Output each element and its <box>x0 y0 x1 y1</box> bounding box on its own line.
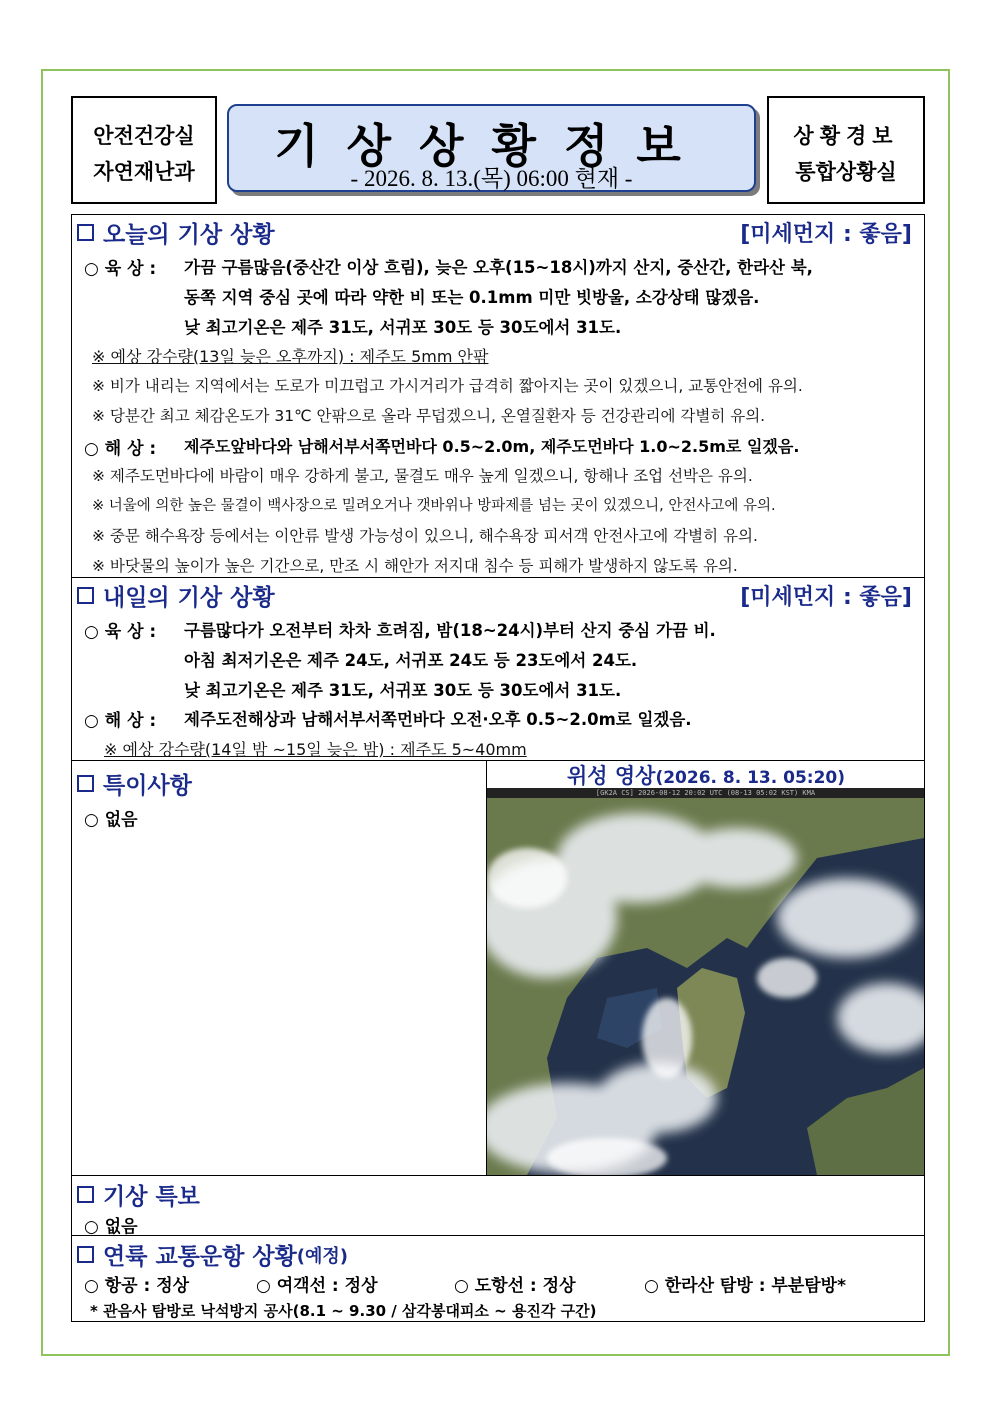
today-sea-note3: ※ 중문 해수욕장 등에서는 이안류 발생 가능성이 있으니, 해수욕장 피서객 안전사고에 각별히 유의. <box>92 527 758 545</box>
today-land-line2: 동쪽 지역 중심 곳에 따라 약한 비 또는 0.1mm 미만 빗방울, 소강상태 많겠음. <box>184 288 760 307</box>
today-sea-note1: ※ 제주도먼바다에 바람이 매우 강하게 불고, 물결도 매우 높게 일겠으니, 항해나 조업 선박은 유의. <box>92 467 753 485</box>
today-land-note2: ※ 당분간 최고 체감온도가 31℃ 안팎으로 올라 무덥겠으니, 온열질환자 등 건강관리에 각별히 유의. <box>92 407 766 425</box>
tomorrow-rain-note: ※ 예상 강수량(14일 밤 ~15일 늦은 밤) : 제주도 5~40mm <box>104 740 527 759</box>
today-rain-note: ※ 예상 강수량(13일 늦은 오후까지) : 제주도 5mm 안팎 <box>92 347 489 366</box>
office-line1: 상황경보 <box>793 124 899 148</box>
today-land-note1: ※ 비가 내리는 지역에서는 도로가 미끄럽고 가시거리가 급격히 짧아지는 곳이 있겠으니, 교통안전에 유의. <box>92 377 803 395</box>
divider-tomorrow <box>71 577 925 578</box>
transport-air: ○ 항공 : 정상 <box>84 1276 190 1296</box>
checkbox-icon <box>77 1186 94 1203</box>
special-item: ○ 없음 <box>84 810 138 830</box>
department-line1: 안전건강실 <box>93 124 195 148</box>
today-land-line1: 가끔 구름많음(중산간 이상 흐림), 늦은 오후(15~18시)까지 산지, 중산간, 한라산 북, <box>184 258 813 277</box>
satellite-title <box>487 760 925 790</box>
special-title-text: 특이사항 <box>103 773 192 799</box>
transport-hallasan: ○ 한라산 탐방 : 부분탐방* <box>644 1276 846 1296</box>
satellite-image <box>487 788 924 1175</box>
department-line2: 자연재난과 <box>93 160 195 184</box>
warning-section-title <box>77 1178 200 1211</box>
today-title-text: 오늘의 기상 상황 <box>103 222 275 248</box>
transport-title-text: 연륙 교통운항 상황 <box>103 1244 297 1270</box>
divider-transport <box>71 1235 925 1236</box>
checkbox-icon <box>77 775 94 792</box>
satellite-banner: [GK2A CS] 2026-08-12 20:02 UTC (08-13 05:02 KST) KMA <box>487 788 924 798</box>
office-box <box>767 96 925 204</box>
checkbox-icon <box>77 1246 94 1263</box>
today-sea-line: 제주도앞바다와 남해서부서쪽먼바다 0.5~2.0m, 제주도먼바다 1.0~2.5m로 일겠음. <box>184 437 800 456</box>
transport-section-title <box>77 1238 348 1271</box>
warning-title-text: 기상 특보 <box>103 1184 200 1210</box>
satellite-map-graphic <box>487 798 924 1175</box>
today-land-line3: 낮 최고기온은 제주 31도, 서귀포 30도 등 30도에서 31도. <box>184 318 622 337</box>
transport-footnote: * 관음사 탐방로 낙석방지 공사(8.1 ~ 9.30 / 삼각봉대피소 ~ 용진각 구간) <box>90 1302 597 1320</box>
tomorrow-dust-status: [미세먼지 : 좋음] <box>740 585 912 610</box>
today-section-title <box>77 216 275 249</box>
today-land-label: ○ 육 상 : <box>84 259 157 279</box>
divider-warning <box>71 1175 925 1176</box>
checkbox-icon <box>77 587 94 604</box>
today-dust-status: [미세먼지 : 좋음] <box>740 222 912 247</box>
today-sea-label: ○ 해 상 : <box>84 439 157 459</box>
checkbox-icon <box>77 224 94 241</box>
tomorrow-sea-label: ○ 해 상 : <box>84 711 157 731</box>
tomorrow-land-label: ○ 육 상 : <box>84 622 157 642</box>
transport-island-ferry: ○ 도항선 : 정상 <box>454 1276 576 1296</box>
document-date: - 2026. 8. 13.(목) 06:00 현재 - <box>350 166 633 191</box>
tomorrow-sea-line: 제주도전해상과 남해서부서쪽먼바다 오전·오후 0.5~2.0m로 일겠음. <box>184 710 692 729</box>
transport-title-suffix: (예정) <box>296 1245 348 1267</box>
tomorrow-land-line3: 낮 최고기온은 제주 31도, 서귀포 30도 등 30도에서 31도. <box>184 681 622 700</box>
tomorrow-land-line1: 구름많다가 오전부터 차차 흐려짐, 밤(18~24시)부터 산지 중심 가끔 비. <box>184 621 716 640</box>
department-box <box>71 96 217 204</box>
today-sea-note2: ※ 너울에 의한 높은 물결이 백사장으로 밀려오거나 갯바위나 방파제를 넘는 곳이 있겠으니, 안전사고에 유의. <box>92 498 776 514</box>
satellite-time: (2026. 8. 13. 05:20) <box>655 768 846 788</box>
satellite-title-text: 위성 영상 <box>566 764 656 788</box>
special-section-title <box>77 767 192 800</box>
warning-item: ○ 없음 <box>84 1217 138 1237</box>
tomorrow-land-line2: 아침 최저기온은 제주 24도, 서귀포 24도 등 23도에서 24도. <box>184 651 638 670</box>
tomorrow-title-text: 내일의 기상 상황 <box>103 585 275 611</box>
office-line2: 통합상황실 <box>795 160 897 184</box>
transport-ferry: ○ 여객선 : 정상 <box>256 1276 378 1296</box>
title-box <box>227 104 756 192</box>
tomorrow-section-title <box>77 579 275 612</box>
today-sea-note4: ※ 바닷물의 높이가 높은 기간으로, 만조 시 해안가 저지대 침수 등 피해가 발생하지 않도록 유의. <box>92 557 738 575</box>
document-title: 기상상황정보 <box>274 119 709 173</box>
